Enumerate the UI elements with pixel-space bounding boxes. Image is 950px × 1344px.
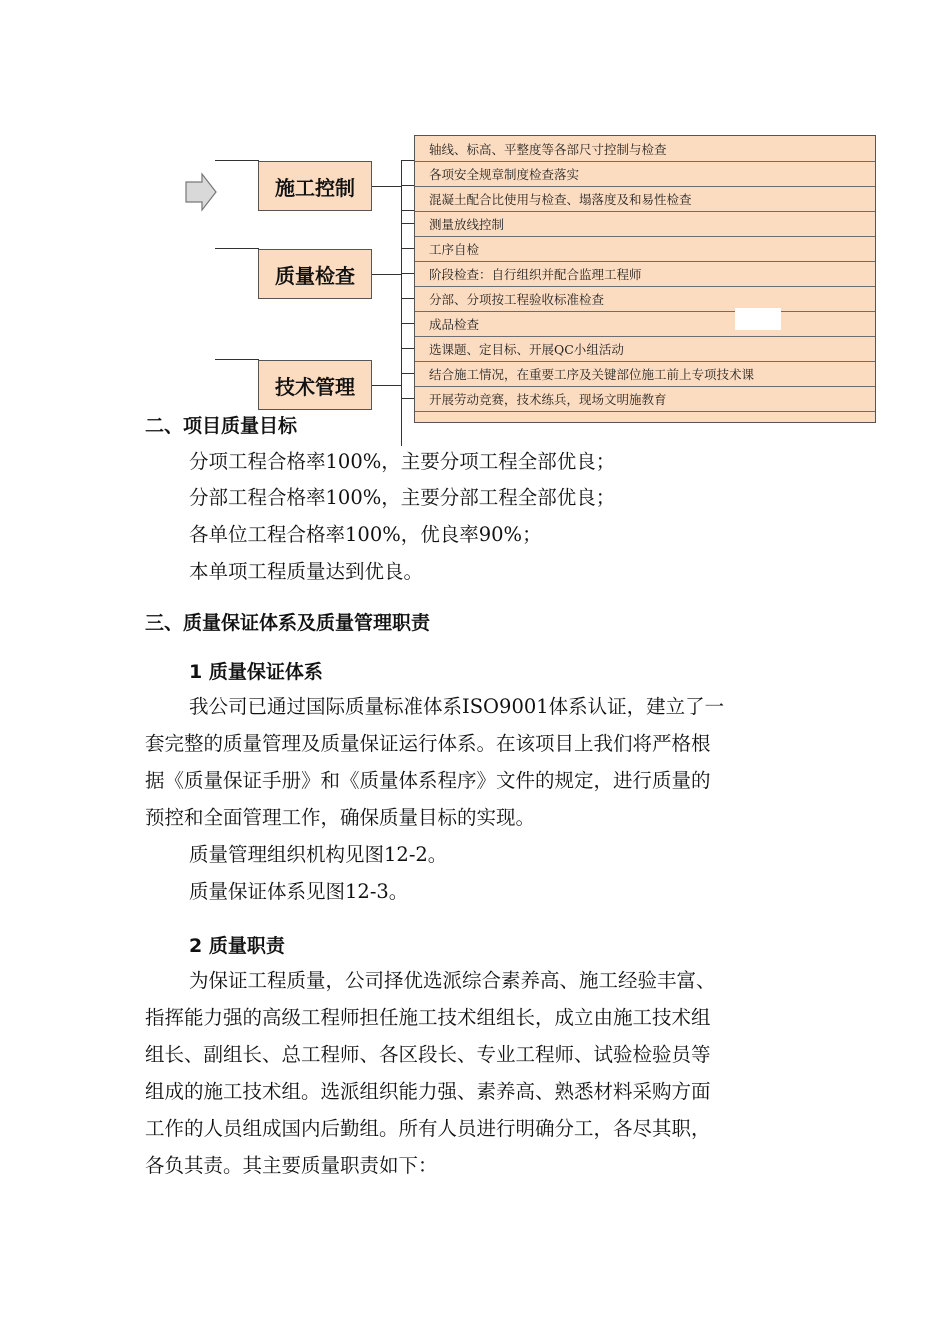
branch-line bbox=[401, 298, 415, 299]
category-label: 技术管理 bbox=[275, 374, 355, 399]
list-item: 轴线、标高、平整度等各部尺寸控制与检查 bbox=[415, 137, 875, 162]
connector-line bbox=[215, 359, 259, 360]
sub2-line: 各负其责。其主要质量职责如下： bbox=[145, 1154, 438, 1177]
category-quality-inspection bbox=[258, 249, 372, 299]
sub2-line: 组长、副组长、总工程师、各区段长、专业工程师、试验检验员等 bbox=[145, 1043, 711, 1066]
section2-line: 各单位工程合格率100%，优良率90%； bbox=[189, 523, 542, 546]
subsection1-heading: 1 质量保证体系 bbox=[189, 661, 323, 683]
list-item: 各项安全规章制度检查落实 bbox=[415, 162, 875, 187]
connector-line bbox=[372, 385, 402, 386]
connector-line bbox=[215, 160, 259, 161]
list-item: 测量放线控制 bbox=[415, 212, 875, 237]
connector-line bbox=[372, 186, 402, 187]
connector-line bbox=[372, 274, 402, 275]
sub1-line: 据《质量保证手册》和《质量体系程序》文件的规定，进行质量的 bbox=[145, 769, 711, 792]
right-arrow-icon bbox=[185, 172, 217, 212]
list-item: 选课题、定目标、开展QC小组活动 bbox=[415, 337, 875, 362]
subsection2-heading: 2 质量职责 bbox=[189, 935, 285, 957]
sub1-line: 质量管理组织机构见图12-2。 bbox=[189, 843, 448, 866]
category-label: 施工控制 bbox=[275, 175, 355, 200]
spine-line bbox=[401, 160, 402, 446]
list-item: 工序自检 bbox=[415, 237, 875, 262]
sub1-line: 我公司已通过国际质量标准体系ISO9001体系认证，建立了一 bbox=[189, 695, 725, 718]
section2-line: 分部工程合格率100%，主要分部工程全部优良； bbox=[189, 486, 616, 509]
branch-line bbox=[401, 273, 415, 274]
sub1-line: 质量保证体系见图12-3。 bbox=[189, 880, 409, 903]
list-item: 阶段检查：自行组织并配合监理工程师 bbox=[415, 262, 875, 287]
branch-line bbox=[401, 210, 415, 211]
branch-line bbox=[401, 248, 415, 249]
list-item: 分部、分项按工程验收标准检查 bbox=[415, 287, 875, 312]
branch-line bbox=[401, 373, 415, 374]
list-item: 成品检查 bbox=[415, 312, 875, 337]
connector-line bbox=[215, 248, 259, 249]
list-item: 开展劳动竞赛，技术练兵，现场文明施教育 bbox=[415, 387, 875, 412]
branch-line bbox=[401, 223, 415, 224]
sub2-line: 指挥能力强的高级工程师担任施工技术组组长，成立由施工技术组 bbox=[145, 1006, 711, 1029]
section2-line: 本单项工程质量达到优良。 bbox=[189, 560, 424, 583]
list-item: 混凝土配合比使用与检查、塌落度及和易性检查 bbox=[415, 187, 875, 212]
sub1-line: 套完整的质量管理及质量保证运行体系。在该项目上我们将严格根 bbox=[145, 732, 711, 755]
list-item: 结合施工情况，在重要工序及关键部位施工前上专项技术课 bbox=[415, 362, 875, 387]
category-construction-control bbox=[258, 161, 372, 211]
category-label: 质量检查 bbox=[275, 263, 355, 288]
branch-line bbox=[401, 185, 415, 186]
sub2-line: 为保证工程质量，公司择优选派综合素养高、施工经验丰富、 bbox=[189, 969, 716, 992]
sub1-line: 预控和全面管理工作，确保质量目标的实现。 bbox=[145, 806, 536, 829]
section3-heading: 三、质量保证体系及质量管理职责 bbox=[145, 612, 431, 634]
branch-line bbox=[401, 323, 415, 324]
item-list bbox=[414, 135, 876, 423]
white-patch bbox=[735, 308, 781, 330]
sub2-line: 工作的人员组成国内后勤组。所有人员进行明确分工，各尽其职， bbox=[145, 1117, 711, 1140]
section2-line: 分项工程合格率100%，主要分项工程全部优良； bbox=[189, 450, 616, 473]
branch-line bbox=[401, 160, 415, 161]
branch-line bbox=[401, 398, 415, 399]
branch-line bbox=[401, 348, 415, 349]
category-technical-management bbox=[258, 360, 372, 410]
section2-heading: 二、项目质量目标 bbox=[145, 415, 298, 437]
sub2-line: 组成的施工技术组。选派组织能力强、素养高、熟悉材料采购方面 bbox=[145, 1080, 711, 1103]
